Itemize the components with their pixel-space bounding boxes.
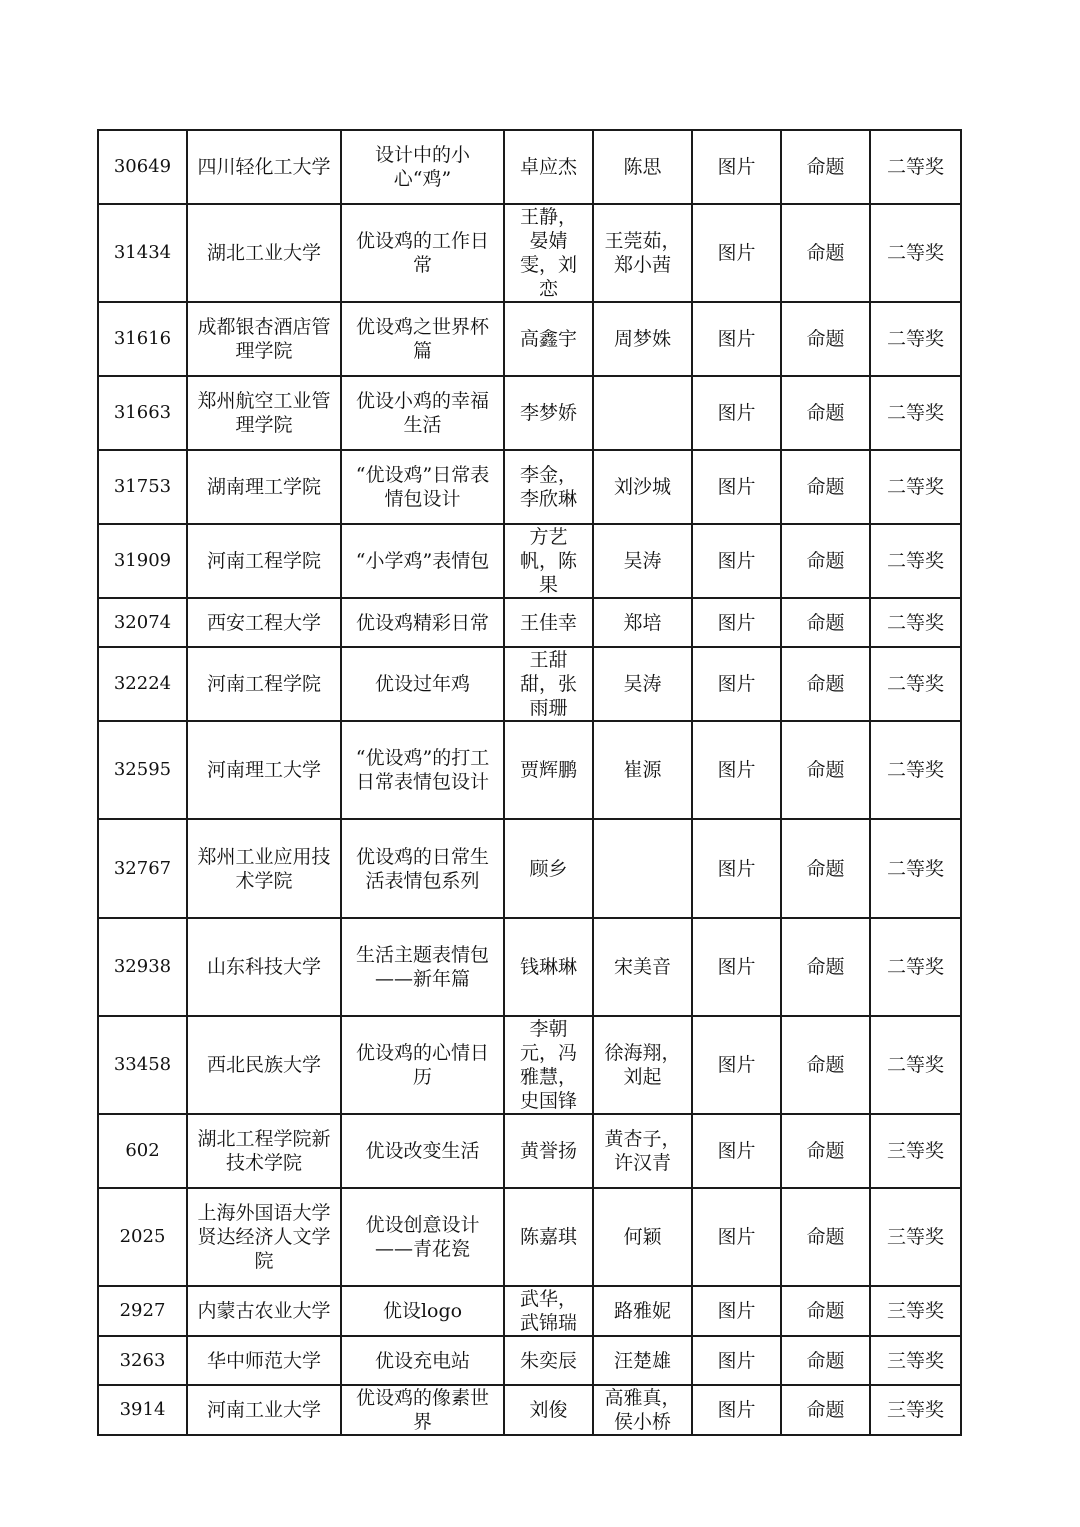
entry-id-cell: 31909 bbox=[98, 524, 187, 598]
advisor-cell: 郑培 bbox=[593, 598, 692, 647]
category-cell: 命题 bbox=[781, 647, 870, 721]
category-cell: 命题 bbox=[781, 376, 870, 450]
award-level-cell: 二等奖 bbox=[870, 918, 961, 1016]
work-type-cell: 图片 bbox=[692, 524, 781, 598]
work-title-cell: 优设鸡精彩日常 bbox=[341, 598, 504, 647]
authors-cell: 贾辉鹏 bbox=[504, 721, 593, 819]
work-title-cell: 优设改变生活 bbox=[341, 1114, 504, 1188]
advisor-cell: 宋美音 bbox=[593, 918, 692, 1016]
advisor-cell: 路雅妮 bbox=[593, 1286, 692, 1336]
authors-cell: 朱奕辰 bbox=[504, 1336, 593, 1385]
authors-cell: 黄誉扬 bbox=[504, 1114, 593, 1188]
entry-id-cell: 32074 bbox=[98, 598, 187, 647]
table-row bbox=[98, 302, 961, 376]
table-body bbox=[98, 130, 961, 1435]
authors-cell: 方艺帆，陈果 bbox=[504, 524, 593, 598]
table-row bbox=[98, 204, 961, 302]
entry-id-cell: 32938 bbox=[98, 918, 187, 1016]
authors-cell: 顾乡 bbox=[504, 819, 593, 918]
award-level-cell: 三等奖 bbox=[870, 1188, 961, 1286]
award-level-cell: 二等奖 bbox=[870, 598, 961, 647]
award-level-cell: 三等奖 bbox=[870, 1114, 961, 1188]
work-type-cell: 图片 bbox=[692, 721, 781, 819]
school-cell: 河南工程学院 bbox=[187, 647, 341, 721]
authors-cell: 李梦娇 bbox=[504, 376, 593, 450]
award-level-cell: 二等奖 bbox=[870, 1016, 961, 1114]
table-row bbox=[98, 1336, 961, 1385]
entry-id-cell: 3263 bbox=[98, 1336, 187, 1385]
table-row bbox=[98, 1385, 961, 1435]
work-type-cell: 图片 bbox=[692, 130, 781, 204]
school-cell: 山东科技大学 bbox=[187, 918, 341, 1016]
school-cell: 西安工程大学 bbox=[187, 598, 341, 647]
entry-id-cell: 31616 bbox=[98, 302, 187, 376]
authors-cell: 王甜甜，张雨珊 bbox=[504, 647, 593, 721]
table-row bbox=[98, 1286, 961, 1336]
advisor-cell: 周梦姝 bbox=[593, 302, 692, 376]
award-level-cell: 二等奖 bbox=[870, 647, 961, 721]
work-type-cell: 图片 bbox=[692, 918, 781, 1016]
work-title-cell: 优设鸡的日常生活表情包系列 bbox=[341, 819, 504, 918]
entry-id-cell: 31753 bbox=[98, 450, 187, 524]
category-cell: 命题 bbox=[781, 1016, 870, 1114]
work-title-cell: 优设鸡的工作日常 bbox=[341, 204, 504, 302]
work-title-cell: 优设logo bbox=[341, 1286, 504, 1336]
award-level-cell: 二等奖 bbox=[870, 819, 961, 918]
work-type-cell: 图片 bbox=[692, 1385, 781, 1435]
school-cell: 河南工程学院 bbox=[187, 524, 341, 598]
advisor-cell: 崔源 bbox=[593, 721, 692, 819]
table-row bbox=[98, 918, 961, 1016]
award-level-cell: 二等奖 bbox=[870, 721, 961, 819]
category-cell: 命题 bbox=[781, 130, 870, 204]
table-row bbox=[98, 1188, 961, 1286]
category-cell: 命题 bbox=[781, 721, 870, 819]
authors-cell: 王佳幸 bbox=[504, 598, 593, 647]
table-row bbox=[98, 1016, 961, 1114]
table-row bbox=[98, 450, 961, 524]
work-title-cell: 优设鸡的心情日历 bbox=[341, 1016, 504, 1114]
advisor-cell: 汪楚雄 bbox=[593, 1336, 692, 1385]
table-row bbox=[98, 130, 961, 204]
school-cell: 河南工业大学 bbox=[187, 1385, 341, 1435]
category-cell: 命题 bbox=[781, 1336, 870, 1385]
entry-id-cell: 2927 bbox=[98, 1286, 187, 1336]
entry-id-cell: 31663 bbox=[98, 376, 187, 450]
work-title-cell: 优设创意设计——青花瓷 bbox=[341, 1188, 504, 1286]
entry-id-cell: 30649 bbox=[98, 130, 187, 204]
work-type-cell: 图片 bbox=[692, 1016, 781, 1114]
table-row bbox=[98, 819, 961, 918]
authors-cell: 李朝元，冯雅慧，史国锋 bbox=[504, 1016, 593, 1114]
work-title-cell: “小学鸡”表情包 bbox=[341, 524, 504, 598]
category-cell: 命题 bbox=[781, 1114, 870, 1188]
work-type-cell: 图片 bbox=[692, 1336, 781, 1385]
work-title-cell: 优设小鸡的幸福生活 bbox=[341, 376, 504, 450]
school-cell: 河南理工大学 bbox=[187, 721, 341, 819]
award-level-cell: 二等奖 bbox=[870, 450, 961, 524]
table-row bbox=[98, 598, 961, 647]
entry-id-cell: 32224 bbox=[98, 647, 187, 721]
entry-id-cell: 33458 bbox=[98, 1016, 187, 1114]
advisor-cell: 徐海翔，刘起 bbox=[593, 1016, 692, 1114]
award-level-cell: 三等奖 bbox=[870, 1385, 961, 1435]
authors-cell: 武华，武锦瑞 bbox=[504, 1286, 593, 1336]
work-type-cell: 图片 bbox=[692, 376, 781, 450]
category-cell: 命题 bbox=[781, 450, 870, 524]
advisor-cell: 王莞茹，郑小茜 bbox=[593, 204, 692, 302]
authors-cell: 刘俊 bbox=[504, 1385, 593, 1435]
authors-cell: 王静，晏婧雯，刘恋 bbox=[504, 204, 593, 302]
award-level-cell: 三等奖 bbox=[870, 1286, 961, 1336]
school-cell: 华中师范大学 bbox=[187, 1336, 341, 1385]
category-cell: 命题 bbox=[781, 1188, 870, 1286]
awards-table bbox=[97, 129, 962, 1436]
award-level-cell: 二等奖 bbox=[870, 130, 961, 204]
work-title-cell: 优设鸡之世界杯篇 bbox=[341, 302, 504, 376]
work-type-cell: 图片 bbox=[692, 819, 781, 918]
category-cell: 命题 bbox=[781, 598, 870, 647]
school-cell: 湖北工业大学 bbox=[187, 204, 341, 302]
table-row bbox=[98, 647, 961, 721]
category-cell: 命题 bbox=[781, 302, 870, 376]
category-cell: 命题 bbox=[781, 819, 870, 918]
entry-id-cell: 31434 bbox=[98, 204, 187, 302]
category-cell: 命题 bbox=[781, 204, 870, 302]
school-cell: 四川轻化工大学 bbox=[187, 130, 341, 204]
school-cell: 西北民族大学 bbox=[187, 1016, 341, 1114]
advisor-cell: 刘沙城 bbox=[593, 450, 692, 524]
work-title-cell: “优设鸡”的打工日常表情包设计 bbox=[341, 721, 504, 819]
school-cell: 内蒙古农业大学 bbox=[187, 1286, 341, 1336]
work-title-cell: 优设过年鸡 bbox=[341, 647, 504, 721]
work-type-cell: 图片 bbox=[692, 1114, 781, 1188]
award-level-cell: 三等奖 bbox=[870, 1336, 961, 1385]
work-title-cell: 优设充电站 bbox=[341, 1336, 504, 1385]
work-type-cell: 图片 bbox=[692, 204, 781, 302]
advisor-cell: 陈思 bbox=[593, 130, 692, 204]
award-level-cell: 二等奖 bbox=[870, 204, 961, 302]
authors-cell: 卓应杰 bbox=[504, 130, 593, 204]
school-cell: 成都银杏酒店管理学院 bbox=[187, 302, 341, 376]
entry-id-cell: 32767 bbox=[98, 819, 187, 918]
table-row bbox=[98, 376, 961, 450]
category-cell: 命题 bbox=[781, 524, 870, 598]
school-cell: 郑州航空工业管理学院 bbox=[187, 376, 341, 450]
work-type-cell: 图片 bbox=[692, 647, 781, 721]
category-cell: 命题 bbox=[781, 1286, 870, 1336]
work-type-cell: 图片 bbox=[692, 1286, 781, 1336]
work-title-cell: 生活主题表情包——新年篇 bbox=[341, 918, 504, 1016]
work-title-cell: 设计中的小心“鸡” bbox=[341, 130, 504, 204]
authors-cell: 李金，李欣琳 bbox=[504, 450, 593, 524]
advisor-cell: 吴涛 bbox=[593, 524, 692, 598]
school-cell: 郑州工业应用技术学院 bbox=[187, 819, 341, 918]
advisor-cell: 何颖 bbox=[593, 1188, 692, 1286]
work-type-cell: 图片 bbox=[692, 302, 781, 376]
authors-cell: 高鑫宇 bbox=[504, 302, 593, 376]
school-cell: 湖南理工学院 bbox=[187, 450, 341, 524]
table-row bbox=[98, 721, 961, 819]
award-level-cell: 二等奖 bbox=[870, 376, 961, 450]
advisor-cell bbox=[593, 819, 692, 918]
award-level-cell: 二等奖 bbox=[870, 302, 961, 376]
school-cell: 湖北工程学院新技术学院 bbox=[187, 1114, 341, 1188]
authors-cell: 钱琳琳 bbox=[504, 918, 593, 1016]
award-level-cell: 二等奖 bbox=[870, 524, 961, 598]
advisor-cell: 吴涛 bbox=[593, 647, 692, 721]
entry-id-cell: 602 bbox=[98, 1114, 187, 1188]
work-type-cell: 图片 bbox=[692, 598, 781, 647]
category-cell: 命题 bbox=[781, 1385, 870, 1435]
advisor-cell: 高雅真，侯小桥 bbox=[593, 1385, 692, 1435]
work-title-cell: 优设鸡的像素世界 bbox=[341, 1385, 504, 1435]
table-row bbox=[98, 524, 961, 598]
work-title-cell: “优设鸡”日常表情包设计 bbox=[341, 450, 504, 524]
work-type-cell: 图片 bbox=[692, 1188, 781, 1286]
advisor-cell bbox=[593, 376, 692, 450]
advisor-cell: 黄杏子，许汉青 bbox=[593, 1114, 692, 1188]
work-type-cell: 图片 bbox=[692, 450, 781, 524]
category-cell: 命题 bbox=[781, 918, 870, 1016]
entry-id-cell: 2025 bbox=[98, 1188, 187, 1286]
table-row bbox=[98, 1114, 961, 1188]
school-cell: 上海外国语大学贤达经济人文学院 bbox=[187, 1188, 341, 1286]
entry-id-cell: 3914 bbox=[98, 1385, 187, 1435]
entry-id-cell: 32595 bbox=[98, 721, 187, 819]
authors-cell: 陈嘉琪 bbox=[504, 1188, 593, 1286]
